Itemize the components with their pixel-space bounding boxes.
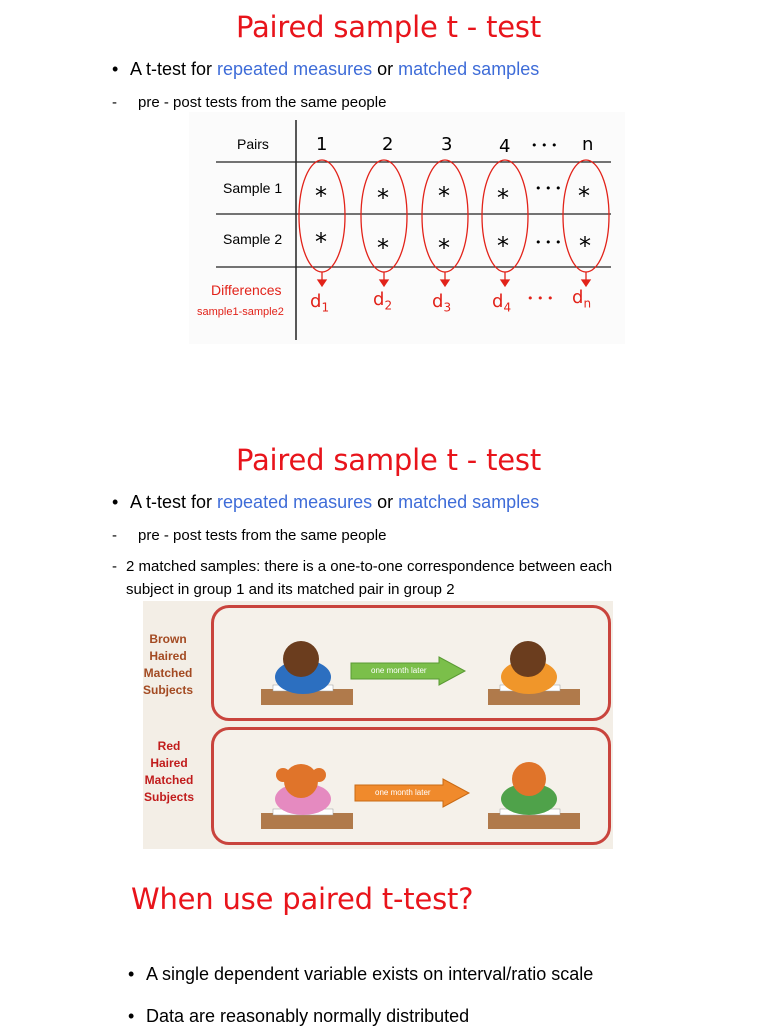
dash-text: 2 matched samples: there is a one-to-one correspondence between each subject in group 1 and its matched pair in group 2: [126, 558, 613, 598]
red-group-label: Red Haired Matched Subjects: [143, 739, 194, 804]
bullet-text: A t-test for: [130, 492, 218, 512]
difference-d2: $d_2$: [373, 289, 393, 313]
sample2-label: Sample 2: [223, 231, 283, 247]
dash-text: pre - post tests from the same people: [138, 527, 387, 544]
slide1-bullet: [112, 59, 539, 80]
sample1-star-3: *: [438, 182, 450, 210]
sample2-star-1: *: [315, 228, 327, 256]
slide3-title: When use paired t-test?: [131, 882, 474, 916]
slide2-title: Paired sample t - test: [236, 443, 541, 477]
student-brown-after: [488, 641, 580, 705]
arrow-top-label: one month later: [371, 666, 427, 675]
matched-samples-term: matched samples: [398, 492, 540, 512]
slide2-dash-item-2: - 2 matched samples: there is a one-to-one correspondence between each subject in group 1 and its matched pair in group 2: [112, 555, 657, 601]
slide1-dash-item: - pre - post tests from the same people: [112, 94, 387, 111]
difference-dn: $d_n$: [572, 287, 592, 311]
bullet-text: Data are reasonably normally distributed: [146, 1006, 470, 1026]
sample1-label: Sample 1: [223, 180, 283, 196]
matched-samples-figure: [143, 601, 613, 849]
student-red-after: [488, 762, 580, 829]
difference-d4: $d_4$: [492, 291, 512, 315]
difference-d1: $d_1$: [310, 291, 330, 315]
repeated-measures-term: repeated measures: [217, 59, 373, 79]
pairs-label: Pairs: [237, 136, 269, 152]
student-brown-before: [261, 641, 353, 705]
student-red-before: [261, 764, 353, 829]
sample2-dots: • • •: [535, 236, 562, 249]
sample2-star-3: *: [438, 234, 450, 262]
sample1-star-2: *: [377, 184, 389, 212]
pair-col-n: n: [582, 134, 594, 155]
bullet-text: A single dependent variable exists on interval/ratio scale: [146, 964, 594, 984]
sample2-star-2: *: [377, 234, 389, 262]
students-illustration: [143, 601, 613, 849]
slide3-bullet-1: [128, 964, 593, 985]
bullet-text: A t-test for: [130, 59, 218, 79]
difference-dots: • • •: [527, 292, 554, 305]
pair-col-2: 2: [382, 134, 394, 155]
pair-col-dots: • • •: [531, 139, 558, 152]
differences-label: Differences: [211, 282, 282, 298]
bullet-dot: •: [128, 1006, 135, 1026]
paired-table-figure: [189, 112, 625, 344]
differences-sublabel: sample1-sample2: [197, 306, 284, 318]
slide2-dash-item-1: - pre - post tests from the same people: [112, 527, 387, 544]
brown-group-label: Brown Haired Matched Subjects: [143, 632, 194, 697]
pair-col-3: 3: [441, 134, 453, 155]
bullet-dot: •: [128, 964, 135, 984]
matched-samples-term: matched samples: [398, 59, 540, 79]
bullet-text-or: or: [372, 59, 399, 79]
sample1-star-n: *: [578, 182, 590, 210]
arrow-bottom-label: one month later: [375, 788, 431, 797]
pair-col-1: 1: [316, 134, 328, 155]
pair-col-4: 4: [499, 136, 511, 157]
bullet-dot: •: [112, 492, 119, 512]
dash-text: pre - post tests from the same people: [138, 94, 387, 111]
sample1-star-4: *: [497, 184, 509, 212]
sample1-star-1: *: [315, 182, 327, 210]
bullet-dot: •: [112, 59, 119, 79]
sample1-dots: • • •: [535, 182, 562, 195]
sample2-star-4: *: [497, 232, 509, 260]
slide2-bullet: [112, 492, 539, 513]
repeated-measures-term: repeated measures: [217, 492, 373, 512]
slide1-title: Paired sample t - test: [236, 10, 541, 44]
difference-d3: $d_3$: [432, 291, 452, 315]
sample2-star-n: *: [579, 232, 591, 260]
bullet-text-or: or: [372, 492, 399, 512]
